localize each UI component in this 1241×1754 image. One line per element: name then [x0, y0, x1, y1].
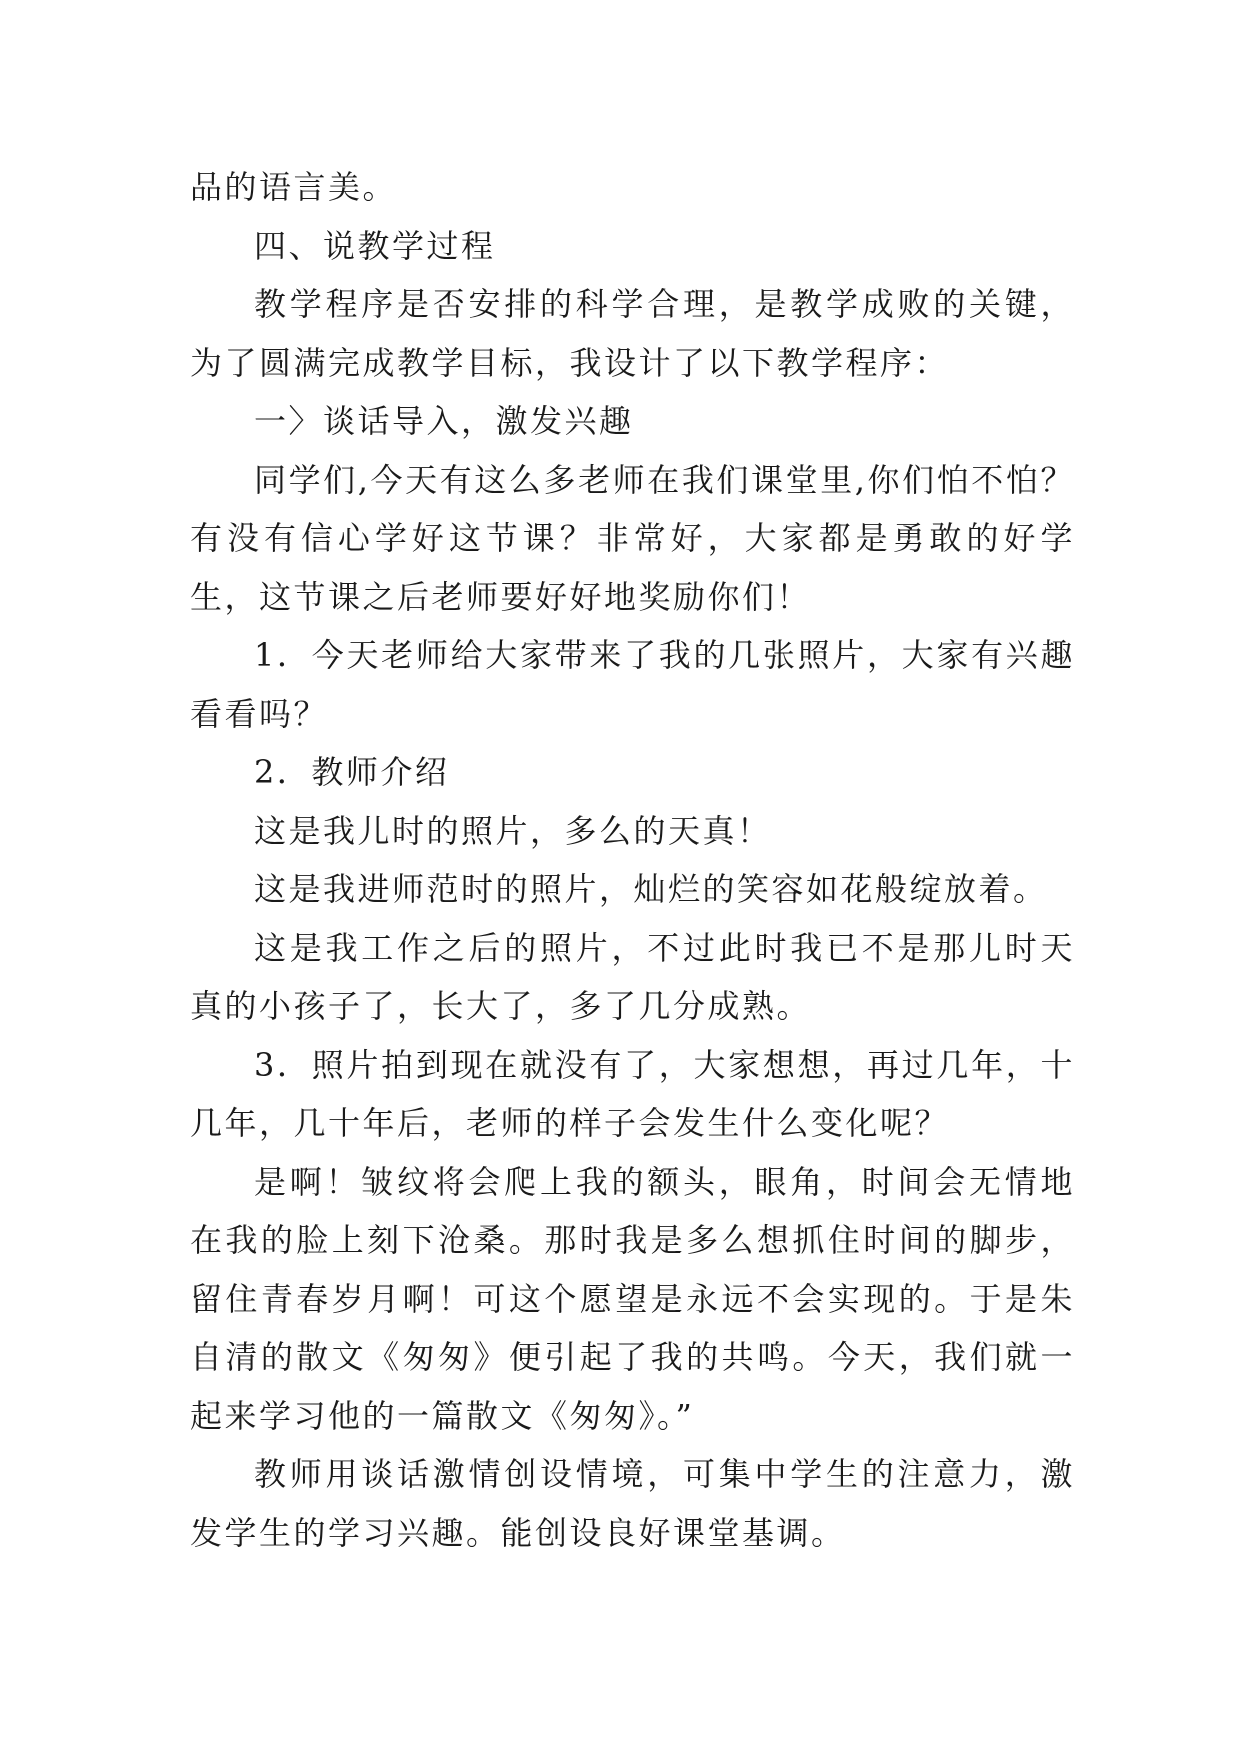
paragraph: 教师用谈话激情创设情境，可集中学生的注意力，激发学生的学习兴趣。能创设良好课堂基调。 — [190, 1455, 1075, 1552]
section-heading: 四、说教学过程 — [254, 226, 496, 265]
paragraph: 同学们,今天有这么多老师在我们课堂里,你们怕不怕？有没有信心学好这节课？非常好，大家都是勇敢的好学生，这节课之后老师要好好地奖励你们！ — [190, 460, 1075, 616]
paragraph: 是啊！皱纹将会爬上我的额头，眼角，时间会无情地在我的脸上刻下沧桑。那时我是多么想抓住时间的脚步，留住青春岁月啊！可这个愿望是永远不会实现的。于是朱自清的散文《匆匆》便引起了我的共鸣。今天，我们就一起来学习他的一篇散文《匆匆》。” — [190, 1162, 1075, 1435]
list-item: 2．教师介绍 — [254, 753, 450, 791]
paragraph: 教学程序是否安排的科学合理，是教学成败的关键，为了圆满完成教学目标，我设计了以下教学程序： — [190, 285, 1075, 382]
list-item: 3．照片拍到现在就没有了，大家想想，再过几年，十几年，几十年后，老师的样子会发生什么变化呢？ — [190, 1045, 1075, 1142]
document-body — [190, 158, 1075, 1562]
paragraph-continuation: 品的语言美。 — [190, 168, 398, 206]
list-item: 1．今天老师给大家带来了我的几张照片，大家有兴趣看看吗？ — [190, 636, 1075, 733]
subsection-heading: 一〉谈话导入，激发兴趣 — [254, 402, 634, 440]
paragraph: 这是我工作之后的照片，不过此时我已不是那儿时天真的小孩子了，长大了，多了几分成熟。 — [190, 928, 1075, 1025]
paragraph: 这是我进师范时的照片，灿烂的笑容如花般绽放着。 — [254, 870, 1048, 908]
paragraph: 这是我儿时的照片，多么的天真！ — [254, 811, 772, 850]
